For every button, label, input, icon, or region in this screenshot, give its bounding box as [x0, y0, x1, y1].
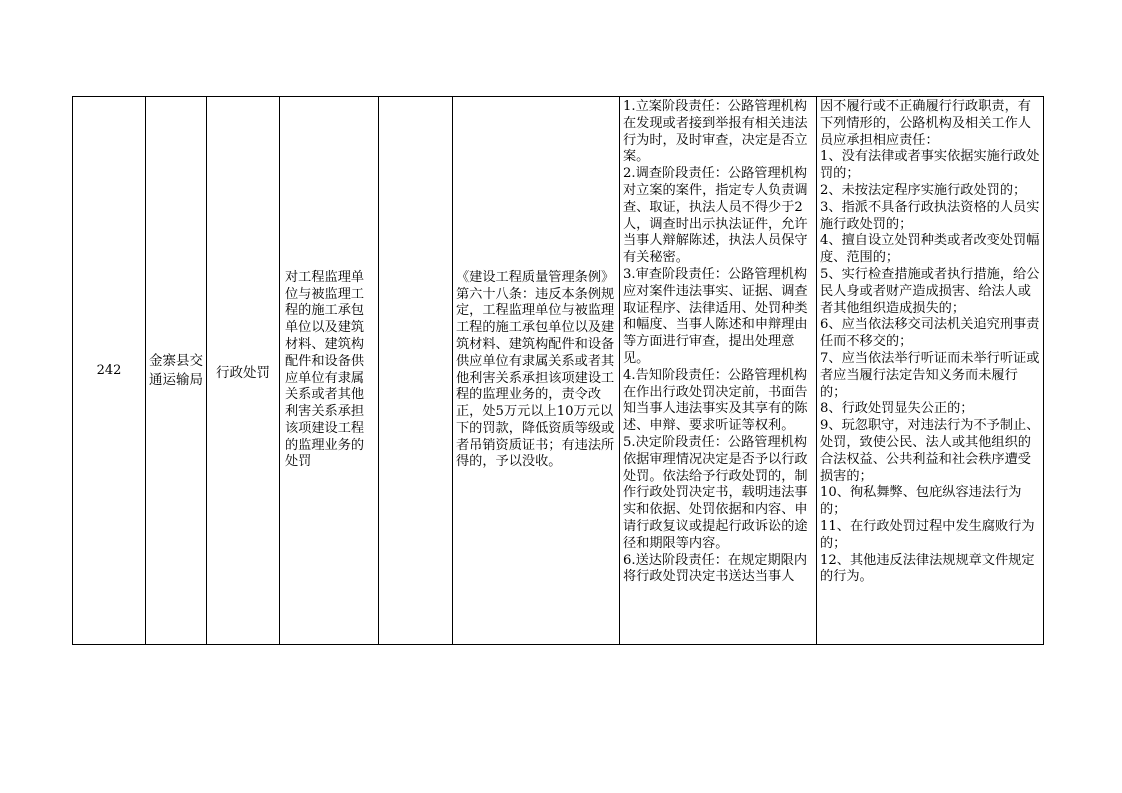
table-row	[73, 97, 1044, 645]
power-type: 行政处罚	[216, 364, 270, 381]
department-name: 金寨县交通运输局	[149, 352, 203, 388]
row-number: 242	[96, 363, 122, 378]
item-name: 对工程监理单位与被监理工程的施工承包单位以及建筑材料、建筑构配件和设备供应单位有隶属关系或者其他利害关系承担该项建设工程的监理业务的处罚	[285, 269, 365, 470]
accountability-cell	[817, 97, 1044, 645]
responsibility-item: 2.调查阶段责任：公路管理机构对立案的案件，指定专人负责调查、取证，执法人员不得少于2人，调查时出示执法证件，允许当事人辩解陈述，执法人员保守有关秘密。	[623, 166, 808, 266]
accountability-item: 10、徇私舞弊、包庇纵容违法行为的；	[820, 485, 1022, 518]
accountability-item: 6、应当依法移交司法机关追究刑事责任而不移交的；	[820, 317, 1040, 350]
power-list-table	[72, 96, 1044, 645]
item-name-cell	[280, 97, 379, 645]
responsibility-item: 6.送达阶段责任：在规定期限内将行政处罚决定书送达当事人	[623, 552, 808, 585]
legal-basis-article: 第六十八条：违反本条例规定，工程监理单位与被监理工程的施工承包单位以及建筑材料、建筑构配件和设备供应单位有隶属关系或者其他利害关系承担该项建设工程的监理业务的，责令改正，处5万元以上10万元以下的罚款，降低资质等级或者吊销资质证书；有违法所得的，予以没收。	[456, 286, 615, 470]
accountability-item: 11、在行政处罚过程中发生腐败行为的；	[820, 518, 1035, 551]
accountability-item: 5、实行检查措施或者执行措施，给公民人身或者财产造成损害、给法人或者其他组织造成损失的；	[820, 266, 1040, 316]
row-number-cell	[73, 97, 146, 645]
department-cell	[146, 97, 207, 645]
accountability-item: 4、擅自设立处罚种类或者改变处罚幅度、范围的；	[820, 233, 1040, 266]
accountability-text	[817, 97, 1043, 586]
responsibility-text	[620, 97, 816, 644]
subitem-cell	[379, 97, 453, 645]
legal-basis-title: 《建设工程质量管理条例》	[456, 269, 615, 285]
accountability-item: 3、指派不具备行政执法资格的人员实施行政处罚的；	[820, 199, 1040, 232]
responsibility-cell	[620, 97, 817, 645]
legal-basis-cell	[453, 97, 620, 645]
accountability-intro: 因不履行或不正确履行行政职责，有下列情形的，公路机构及相关工作人员应承担相应责任：	[820, 99, 1031, 148]
responsibility-item: 5.决定阶段责任：公路管理机构依据审理情况决定是否予以行政处罚。依法给予行政处罚的，制作行政处罚决定书，载明违法事实和依据、处罚依据和内容、申请行政复议或提起行政诉讼的途径和期限等内容。	[623, 434, 808, 551]
responsibility-item: 4.告知阶段责任：公路管理机构在作出行政处罚决定前，书面告知当事人违法事实及其享有的陈述、申辩、要求听证等权利。	[623, 367, 808, 434]
power-type-cell	[207, 97, 280, 645]
responsibility-item: 1.立案阶段责任：公路管理机构在发现或者接到举报有相关违法行为时，及时审查，决定是否立案。	[623, 99, 808, 165]
accountability-item: 7、应当依法举行听证而未举行听证或者应当履行法定告知义务而未履行的；	[820, 350, 1040, 400]
accountability-item: 8、行政处罚显失公正的；	[820, 401, 974, 417]
accountability-item: 1、没有法律或者事实依据实施行政处罚的；	[820, 149, 1040, 182]
accountability-item: 9、玩忽职守，对违法行为不予制止、处罚，致使公民、法人或其他组织的合法权益、公共利益和社会秩序遭受损害的；	[820, 418, 1040, 484]
accountability-item: 12、其他违反法律法规规章文件规定的行为。	[820, 552, 1035, 585]
accountability-item: 2、未按法定程序实施行政处罚的；	[820, 182, 1027, 198]
legal-basis-text	[453, 270, 619, 472]
responsibility-item: 3.审查阶段责任：公路管理机构应对案件违法事实、证据、调查取证程序、法律适用、处罚种类和幅度、当事人陈述和申辩理由等方面进行审查，提出处理意见。	[623, 266, 808, 366]
